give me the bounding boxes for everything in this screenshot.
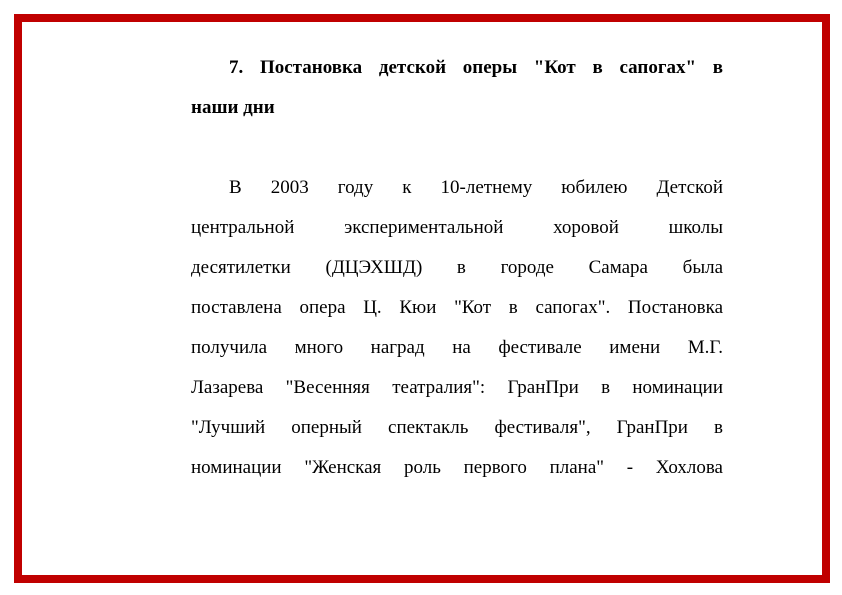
section-heading-line-1: 7. Постановка детской оперы "Кот в сапогах" в xyxy=(229,57,723,78)
paragraph-line-4: поставлена опера Ц. Кюи "Кот в сапогах". Постановка xyxy=(191,297,723,318)
paragraph-gap xyxy=(191,134,723,174)
paragraph-line-2: центральной экспериментальной хоровой школы xyxy=(191,217,723,238)
paragraph-line-8: номинации "Женская роль первого плана" - Хохлова xyxy=(191,457,723,478)
document-content xyxy=(191,54,723,494)
paragraph-line-7: "Лучший оперный спектакль фестиваля", ГранПри в xyxy=(191,417,723,438)
section-heading-line-2: наши дни xyxy=(191,97,275,118)
paragraph-line-3: десятилетки (ДЦЭХШД) в городе Самара была xyxy=(191,257,723,278)
paragraph-line-1: В 2003 году к 10-летнему юбилею Детской xyxy=(229,177,723,198)
paragraph-line-6: Лазарева "Весенняя театралия": ГранПри в номинации xyxy=(191,377,723,398)
paragraph-line-5: получила много наград на фестивале имени М.Г. xyxy=(191,337,723,358)
